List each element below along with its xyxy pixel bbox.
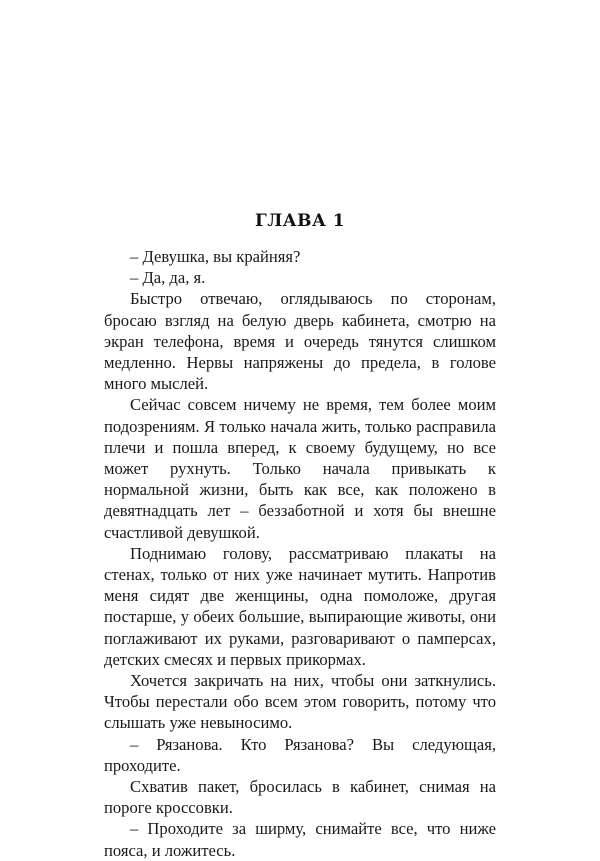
paragraph: – Проходите за ширму, снимайте все, что ниже пояса, и ложитесь. xyxy=(104,819,496,860)
paragraph: Поднимаю голову, рассматриваю плакаты на стенах, только от них уже начинает мутить. Напротив меня сидят две женщины, одна помоложе, другая постарше, у обеих большие, выпирающие животы, они поглаживают их руками, разговаривают о памперсах, детских смесях и первых прикормах. xyxy=(104,543,496,669)
paragraph: – Девушка, вы крайняя? xyxy=(130,247,301,266)
paragraph: Сейчас совсем ничему не время, тем более моим подозрениям. Я только начала жить, только расправила плечи и пошла вперед, к своему будущему, но все может рухнуть. Только начала привыкать к нормальной жизни, быть как все, как положено в девятнадцать лет – беззаботной и хотя бы внешне счастливой девушкой. xyxy=(104,395,496,542)
paragraph: Быстро отвечаю, оглядываюсь по сторонам, бросаю взгляд на белую дверь кабинета, смотрю на экран телефона, время и очередь тянутся слишком медленно. Нервы напряжены до предела, в голове много мыслей. xyxy=(104,289,496,394)
paragraph: Хочется закричать на них, чтобы они заткнулись. Чтобы перестали обо всем этом говорить, потому что слышать уже невыносимо. xyxy=(104,671,496,733)
paragraph: Схватив пакет, бросилась в кабинет, снимая на пороге кроссовки. xyxy=(104,777,496,818)
chapter-body xyxy=(104,246,496,861)
paragraph: – Да, да, я. xyxy=(130,268,206,288)
chapter-title: ГЛАВА 1 xyxy=(254,211,346,231)
paragraph: – Рязанова. Кто Рязанова? Вы следующая, проходите. xyxy=(104,734,496,775)
